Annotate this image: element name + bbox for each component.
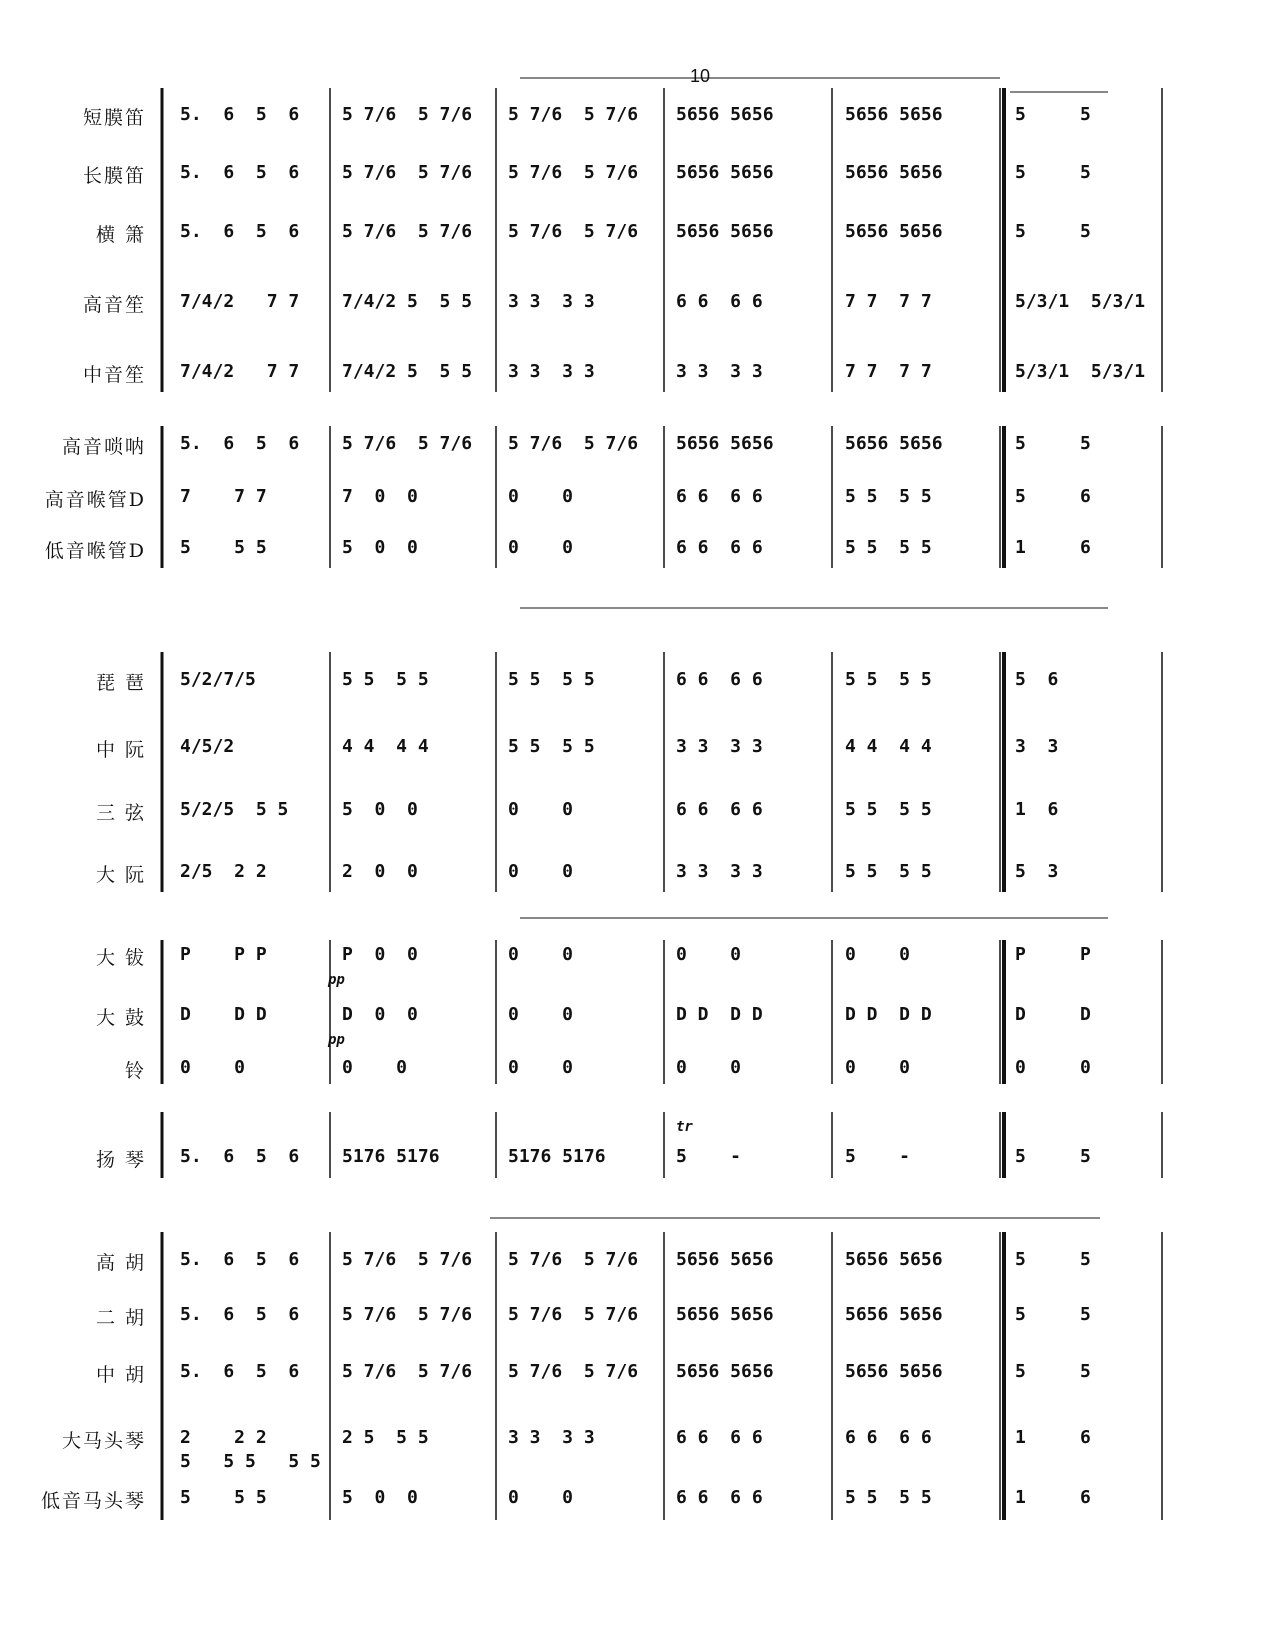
measure-cell: 5 7/6 5 7/6 xyxy=(342,433,473,454)
measure-cell: 5/2/5 5 5 xyxy=(180,799,289,820)
instrument-label-diyinmatouqin: 低音马头琴 xyxy=(40,1490,146,1512)
measure-cell: 5656 5656 xyxy=(676,162,774,183)
instrument-label-diyinhouguan: 低音喉管D xyxy=(44,540,146,562)
measure-cell: 4 4 4 4 xyxy=(845,736,932,757)
measure-cell: 5 5 5 5 xyxy=(845,799,932,820)
measure-cell: 7/4/2 5 5 5 xyxy=(342,291,473,312)
measure-cell: 0 0 xyxy=(508,1004,574,1025)
measure-cell: P P P xyxy=(180,944,267,965)
measure-cell: 5656 5656 xyxy=(845,433,943,454)
measure-cell: 5656 5656 xyxy=(845,162,943,183)
measure-cell: 5 7/6 5 7/6 xyxy=(508,1361,639,1382)
measure-cell: 5 6 xyxy=(1015,486,1091,507)
measure-cell: 5 7/6 5 7/6 xyxy=(508,1249,639,1270)
measure-cell: 5 5 xyxy=(1015,1146,1091,1167)
measure-cell: 6 6 6 6 xyxy=(676,1487,763,1508)
measure-cell: 6 6 6 6 xyxy=(676,1427,763,1448)
measure-cell: 6 6 6 6 xyxy=(676,537,763,558)
measure-cell: 7 0 0 xyxy=(342,486,418,507)
instrument-label-ling: 铃 xyxy=(124,1060,146,1082)
measure-cell: 5 5 5 5 xyxy=(845,486,932,507)
instrument-label-duanmodi: 短膜笛 xyxy=(82,107,146,129)
measure-cell: 3 3 3 3 xyxy=(676,736,763,757)
measure-cell: 5 7/6 5 7/6 xyxy=(342,162,473,183)
measure-cell: 5 3 xyxy=(1015,861,1059,882)
measure-cell: 0 0 xyxy=(676,1057,742,1078)
measure-cell: 5176 5176 xyxy=(508,1146,606,1167)
measure-cell: 6 6 6 6 xyxy=(676,291,763,312)
measure-cell: 0 0 xyxy=(180,1057,246,1078)
instrument-label-zhongruan: 中 阮 xyxy=(95,739,146,761)
measure-cell: 5656 5656 xyxy=(676,221,774,242)
measure-cell: 5656 5656 xyxy=(845,104,943,125)
measure-cell: 5 0 0 xyxy=(342,537,418,558)
measure-cell: 5. 6 5 6 xyxy=(180,1249,300,1270)
measure-cell: 5. 6 5 6 xyxy=(180,1361,300,1382)
measure-cell: 2 5 5 5 xyxy=(342,1427,429,1448)
measure-cell: 5 7/6 5 7/6 xyxy=(508,162,639,183)
measure-cell: 7/4/2 7 7 xyxy=(180,291,300,312)
measure-cell: 5 - xyxy=(676,1146,742,1167)
measure-cell: 5. 6 5 6 xyxy=(180,433,300,454)
instrument-label-zhongyinsheng: 中音笙 xyxy=(82,364,146,386)
instrument-label-hengxiao: 横 箫 xyxy=(95,224,146,246)
measure-cell: D D D xyxy=(180,1004,267,1025)
measure-cell: D 0 0 xyxy=(342,1004,418,1025)
measure-cell: 1 6 xyxy=(1015,799,1059,820)
measure-cell: 1 6 xyxy=(1015,1427,1091,1448)
measure-cell: 5. 6 5 6 xyxy=(180,162,300,183)
measure-cell: 7 7 7 7 xyxy=(845,291,932,312)
instrument-label-gaohu: 高 胡 xyxy=(95,1252,146,1274)
instrument-label-zhonghu: 中 胡 xyxy=(95,1364,146,1386)
measure-cell: 7 7 7 xyxy=(180,486,267,507)
measure-cell: 5 5 xyxy=(1015,1249,1091,1270)
instrument-label-erhu: 二 胡 xyxy=(95,1307,146,1329)
page-number: 10 xyxy=(690,66,711,86)
measure-cell: 5 5 5 xyxy=(180,537,267,558)
measure-cell: 3 3 3 3 xyxy=(508,1427,595,1448)
measure-cell: 0 0 xyxy=(508,486,574,507)
measure-cell: 5. 6 5 6 xyxy=(180,104,300,125)
dynamic-pp: pp xyxy=(328,972,345,988)
measure-cell: 5 5 5 xyxy=(180,1487,267,1508)
measure-cell: 1 6 xyxy=(1015,537,1091,558)
measure-cell: 5 5 xyxy=(1015,221,1091,242)
instrument-label-dabo: 大 钹 xyxy=(95,947,146,969)
instrument-label-gaoyinsheng: 高音笙 xyxy=(82,294,146,316)
measure-cell: 5656 5656 xyxy=(676,1249,774,1270)
instrument-label-pipa: 琵 琶 xyxy=(95,672,146,694)
measure-cell: 5 7/6 5 7/6 xyxy=(508,104,639,125)
measure-cell: 5 5 xyxy=(1015,162,1091,183)
damatouqin-lower-line: 5 5 5 5 5 xyxy=(180,1451,321,1472)
measure-cell: 5 5 5 5 xyxy=(342,669,429,690)
measure-cell: 5176 5176 xyxy=(342,1146,440,1167)
measure-cell: 5 7/6 5 7/6 xyxy=(342,221,473,242)
dynamic-pp: pp xyxy=(328,1032,345,1048)
measure-cell: P P xyxy=(1015,944,1091,965)
measure-cell: D D D D xyxy=(845,1004,932,1025)
instrument-label-gaoyinhouguan: 高音喉管D xyxy=(44,489,146,511)
measure-cell: 5 7/6 5 7/6 xyxy=(508,221,639,242)
measure-cell: 0 0 xyxy=(676,944,742,965)
measure-cell: 3 3 3 3 xyxy=(508,291,595,312)
measure-cell: 0 0 xyxy=(508,944,574,965)
measure-cell: 5. 6 5 6 xyxy=(180,1146,300,1167)
measure-cell: 5/3/1 5/3/1 xyxy=(1015,361,1146,382)
measure-cell: 3 3 3 3 xyxy=(676,861,763,882)
measure-cell: 5 0 0 xyxy=(342,1487,418,1508)
measure-cell: 0 0 xyxy=(342,1057,408,1078)
measure-cell: 3 3 3 3 xyxy=(676,361,763,382)
measure-cell: 2 2 2 xyxy=(180,1427,267,1448)
measure-cell: 5 7/6 5 7/6 xyxy=(342,1361,473,1382)
measure-cell: 4 4 4 4 xyxy=(342,736,429,757)
measure-cell: 6 6 6 6 xyxy=(676,799,763,820)
measure-cell: 7/4/2 5 5 5 xyxy=(342,361,473,382)
measure-cell: 5 5 5 5 xyxy=(845,537,932,558)
measure-cell: D D xyxy=(1015,1004,1091,1025)
measure-cell: 5 7/6 5 7/6 xyxy=(342,104,473,125)
measure-cell: 5 0 0 xyxy=(342,799,418,820)
measure-cell: 5 5 5 5 xyxy=(508,669,595,690)
instrument-label-yangqin: 扬 琴 xyxy=(95,1149,146,1171)
measure-cell: 5 5 xyxy=(1015,1361,1091,1382)
measure-cell: 5/2/7/5 xyxy=(180,669,256,690)
measure-cell: 5656 5656 xyxy=(845,1361,943,1382)
measure-cell: 6 6 6 6 xyxy=(845,1427,932,1448)
measure-cell: 5656 5656 xyxy=(676,1361,774,1382)
measure-cell: 5 5 5 5 xyxy=(845,669,932,690)
instrument-label-daruan: 大 阮 xyxy=(95,864,146,886)
measure-cell: 5 6 xyxy=(1015,669,1059,690)
measure-cell: 5 7/6 5 7/6 xyxy=(508,1304,639,1325)
measure-cell: 0 0 xyxy=(845,944,911,965)
measure-cell: 5656 5656 xyxy=(676,104,774,125)
measure-cell: 5 5 5 5 xyxy=(845,861,932,882)
measure-cell: 2 0 0 xyxy=(342,861,418,882)
measure-cell: 5 5 5 5 xyxy=(508,736,595,757)
instrument-label-dagu: 大 鼓 xyxy=(95,1007,146,1029)
measure-cell: 2/5 2 2 xyxy=(180,861,267,882)
measure-cell: P 0 0 xyxy=(342,944,418,965)
measure-cell: 5 5 xyxy=(1015,104,1091,125)
measure-cell: 6 6 6 6 xyxy=(676,669,763,690)
trill-mark: tr xyxy=(676,1119,693,1135)
measure-cell: 7/4/2 7 7 xyxy=(180,361,300,382)
measure-cell: 3 3 3 3 xyxy=(508,361,595,382)
measure-cell: D D D D xyxy=(676,1004,763,1025)
measure-cell: 0 0 xyxy=(845,1057,911,1078)
instrument-label-sanxian: 三 弦 xyxy=(95,802,146,824)
instrument-label-damatouqin: 大马头琴 xyxy=(61,1430,146,1452)
measure-cell: 0 0 xyxy=(508,1487,574,1508)
measure-cell: 5/3/1 5/3/1 xyxy=(1015,291,1146,312)
instrument-label-changmodi: 长膜笛 xyxy=(82,165,146,187)
measure-cell: 7 7 7 7 xyxy=(845,361,932,382)
measure-cell: 0 0 xyxy=(508,537,574,558)
measure-cell: 5 7/6 5 7/6 xyxy=(508,433,639,454)
measure-cell: 5656 5656 xyxy=(676,1304,774,1325)
measure-cell: 5656 5656 xyxy=(845,1249,943,1270)
measure-cell: 5 5 5 5 xyxy=(845,1487,932,1508)
measure-cell: 0 0 xyxy=(508,1057,574,1078)
measure-cell: 0 0 xyxy=(508,861,574,882)
measure-cell: 5656 5656 xyxy=(676,433,774,454)
measure-cell: 5 5 xyxy=(1015,433,1091,454)
measure-cell: 0 0 xyxy=(508,799,574,820)
measure-cell: 5. 6 5 6 xyxy=(180,1304,300,1325)
measure-cell: 6 6 6 6 xyxy=(676,486,763,507)
instrument-label-gaoyinsuona: 高音唢呐 xyxy=(61,436,146,458)
measure-cell: 3 3 xyxy=(1015,736,1059,757)
measure-cell: 5 7/6 5 7/6 xyxy=(342,1249,473,1270)
measure-cell: 5 7/6 5 7/6 xyxy=(342,1304,473,1325)
measure-cell: 5 - xyxy=(845,1146,911,1167)
measure-cell: 1 6 xyxy=(1015,1487,1091,1508)
measure-cell: 4/5/2 xyxy=(180,736,235,757)
measure-cell: 5. 6 5 6 xyxy=(180,221,300,242)
measure-cell: 5656 5656 xyxy=(845,221,943,242)
measure-cell: 0 0 xyxy=(1015,1057,1091,1078)
measure-cell: 5656 5656 xyxy=(845,1304,943,1325)
measure-cell: 5 5 xyxy=(1015,1304,1091,1325)
